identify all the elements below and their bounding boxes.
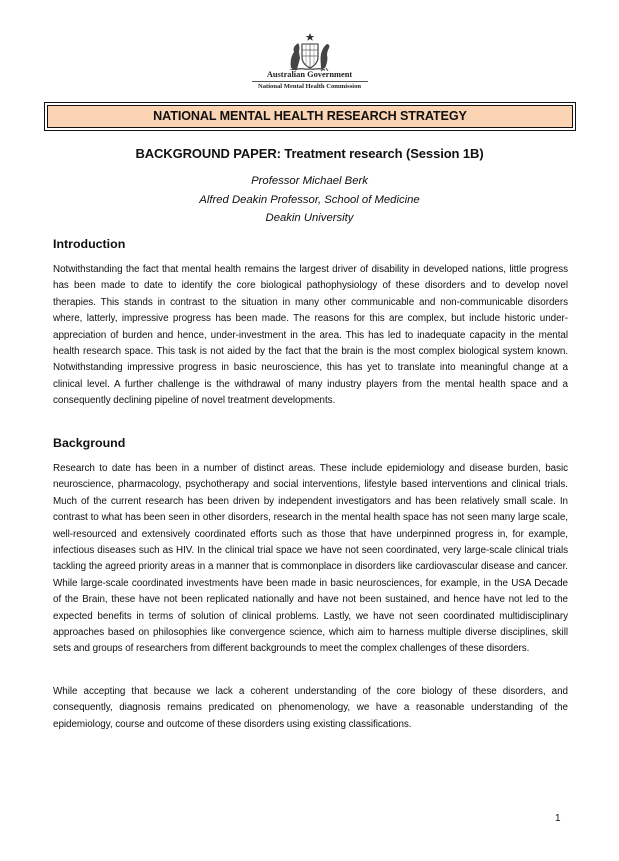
background-paragraph-1: Research to date has been in a number of distinct areas. These include epidemiology and disease burden, basic neuroscience, pharmacology, psychotherapy and social interventions, lifestyle based interventions and clinical trials. Much of the current research has been driven by independent investigators and has been relatively small scale. In contrast to what has been seen in other disorders, research in the mental health space has not seen many large scale, well-resourced and extensively coordinated efforts such as those that have underpinned progress in, for example, infectious diseases such as HIV. In the clinical trial space we have not seen coordinated, very large-scale clinical trials tackling the agreed priority areas in a manner that is commonplace in disorders like cardiovascular disease and cancer. While large-scale coordinated investments have been made in basic neurosciences, for example, in the USA Decade of the Brain, these have not been replicated nationally and have not been sustained, and hence have not led to the expected benefits in terms of solution of clinical problems. Lastly, we have not seen coordinated multidisciplinary approaches based on philosophies like convergence science, which aim to harness multiple diverse disciplines, skill sets and groups of researchers from different backgrounds to meet the complex challenges of these disorders. bbox=[53, 463, 568, 655]
introduction-heading: Introduction bbox=[53, 237, 126, 251]
author-institution: Deakin University bbox=[265, 212, 354, 224]
paper-subtitle: BACKGROUND PAPER: Treatment research (Session 1B) bbox=[135, 146, 484, 161]
government-logo-text bbox=[0, 70, 619, 91]
background-paragraph-2: While accepting that because we lack a coherent understanding of the core biology of these disorders, and consequently, diagnosis remains predicated on phenomenology, we have a reasonable understanding of the epidemiology, course and outcome of these disorders using existing classifications. bbox=[53, 686, 568, 730]
coat-of-arms-icon bbox=[287, 32, 333, 72]
commission-name: National Mental Health Commission bbox=[257, 83, 362, 90]
logo-divider bbox=[252, 81, 368, 82]
author-role: Alfred Deakin Professor, School of Medicine bbox=[199, 194, 420, 206]
author-name: Professor Michael Berk bbox=[251, 175, 368, 187]
strategy-banner bbox=[44, 102, 576, 131]
banner-title: NATIONAL MENTAL HEALTH RESEARCH STRATEGY bbox=[47, 105, 573, 128]
background-heading: Background bbox=[53, 436, 126, 450]
page-number: 1 bbox=[555, 813, 561, 824]
introduction-paragraph: Notwithstanding the fact that mental health remains the largest driver of disability in developed nations, little progress has been made to date to identify the core biological pathophysiology of these disorders and to develop novel therapies. This stands in contrast to the situation in many other communicable and non-communicable disorders where, latterly, impressive progress has been made. The reasons for this are complex, but include historic under-appreciation of burden and hence, under-investment in the area. This has led to inadequate capacity in the mental health research space. This task is not aided by the fact that the brain is the most complex biological system known. Notwithstanding impressive progress in basic neuroscience, this has yet to translate into meaningful change at a clinical level. A further challenge is the withdrawal of many industry players from the mental health space and a consequently declining pipeline of novel treatment developments. bbox=[53, 264, 568, 407]
government-name: Australian Government bbox=[266, 70, 353, 79]
